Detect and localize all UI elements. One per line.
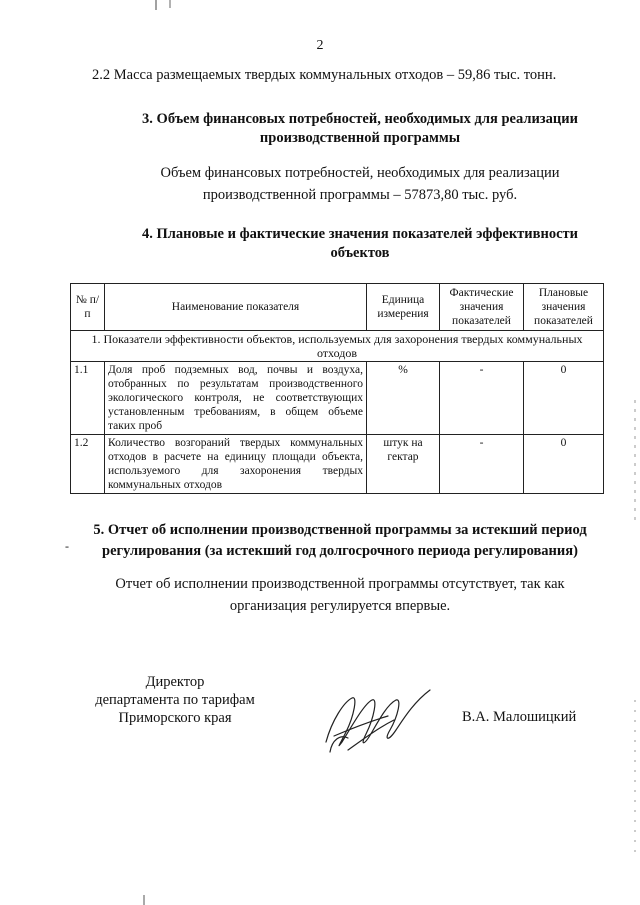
section-5-heading-line2: регулирования (за истекший год долгосрочного периода регулирования) bbox=[102, 543, 578, 559]
section-4-heading-line1: 4. Плановые и фактические значения показателей эффективности bbox=[141, 226, 578, 242]
table-row bbox=[71, 435, 604, 494]
table-section-row bbox=[71, 331, 604, 362]
signatory-title-line2: департамента по тарифам bbox=[95, 692, 255, 708]
row-name: Количество возгораний твердых коммунальных отходов в расчете на единицу площади объекта, используемого для захоронения твердых коммунальных отходов bbox=[105, 435, 367, 494]
section-4-heading-line2: объектов bbox=[330, 245, 390, 261]
section-5-text-line1: Отчет об исполнении производственной программы отсутствует, так как bbox=[115, 576, 565, 592]
section-4-heading bbox=[110, 225, 610, 263]
row-fact: - bbox=[440, 435, 524, 494]
header-fact: Фактические значения показателей bbox=[440, 284, 524, 331]
table-header-row bbox=[71, 284, 604, 331]
signatory-title-line1: Директор bbox=[145, 674, 205, 690]
row-name: Доля проб подземных вод, почвы и воздуха, отобранных по результатам производственного экологического контроля, не соответствующих установленным требованиям, в общем объеме таких проб bbox=[105, 362, 367, 435]
row-num: 1.1 bbox=[71, 362, 105, 435]
indicators-table bbox=[70, 283, 604, 494]
page-number: 2 bbox=[316, 38, 324, 53]
row-unit: % bbox=[367, 362, 440, 435]
margin-mark: - bbox=[65, 539, 69, 553]
header-plan: Плановые значения показателей bbox=[524, 284, 604, 331]
signatory-title bbox=[80, 673, 270, 727]
row-num: 1.2 bbox=[71, 435, 105, 494]
section-3-heading-line2: производственной программы bbox=[259, 130, 461, 146]
signatory-title-line3: Приморского края bbox=[118, 710, 232, 726]
header-unit: Единица измерения bbox=[367, 284, 440, 331]
section-5-heading-line1: 5. Отчет об исполнении производственной программы за истекший период bbox=[93, 522, 587, 538]
section-5-heading bbox=[60, 520, 620, 562]
section-5-text bbox=[80, 573, 600, 617]
section-3-text-line2: производственной программы – 57873,80 тыс. руб. bbox=[202, 187, 518, 203]
header-num: № п/п bbox=[71, 284, 105, 331]
row-fact: - bbox=[440, 362, 524, 435]
section-3-heading bbox=[110, 110, 610, 148]
table-section-title: 1. Показатели эффективности объектов, используемых для захоронения твердых коммунальных отходов bbox=[71, 331, 604, 362]
section-5-text-line2: организация регулируется впервые. bbox=[229, 598, 451, 614]
section-3-heading-line1: 3. Объем финансовых потребностей, необходимых для реализации bbox=[142, 111, 578, 127]
paragraph-2-2: 2.2 Масса размещаемых твердых коммунальных отходов – 59,86 тыс. тонн. bbox=[92, 67, 557, 83]
row-plan: 0 bbox=[524, 435, 604, 494]
signatory-name: В.А. Малошицкий bbox=[462, 709, 577, 725]
section-3-text-line1: Объем финансовых потребностей, необходимых для реализации bbox=[160, 165, 560, 181]
row-unit: штук на гектар bbox=[367, 435, 440, 494]
row-plan: 0 bbox=[524, 362, 604, 435]
table-row bbox=[71, 362, 604, 435]
header-name: Наименование показателя bbox=[105, 284, 367, 331]
section-3-text bbox=[110, 162, 610, 206]
handwritten-signature bbox=[318, 680, 438, 760]
